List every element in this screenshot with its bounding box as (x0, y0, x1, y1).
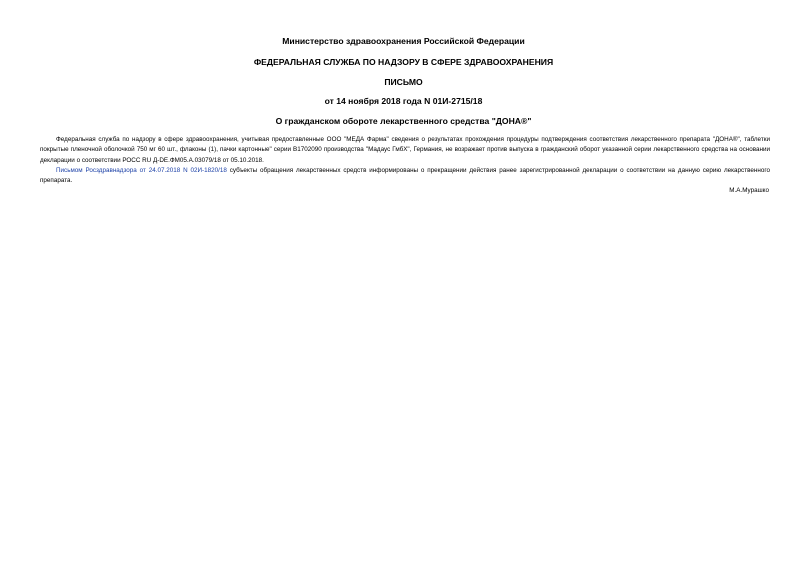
document-type: ПИСЬМО (384, 77, 423, 87)
ministry-title: Министерство здравоохранения Российской Федерации (282, 36, 525, 46)
service-title: ФЕДЕРАЛЬНАЯ СЛУЖБА ПО НАДЗОРУ В СФЕРЕ ЗДРАВООХРАНЕНИЯ (253, 57, 554, 67)
document-subject: О гражданском обороте лекарственного средства "ДОНА®" (275, 116, 532, 126)
signature: М.А.Мурашко (729, 187, 769, 194)
document-date-number: от 14 ноября 2018 года N 01И-2715/18 (324, 96, 483, 106)
paragraph-1: Федеральная служба по надзору в сфере здравоохранения, учитывая предоставленные ООО "МЕДА Фарма" сведения о результатах прохождения процедуры подтверждения соответствия лекарственного препарата "ДОНА®", таблетки покрытые пленочной оболочкой 750 мг 60 шт., флаконы (1), пачки картонные" серии B1702090 производства "Мадаус ГмбХ", Германия, не возражает против выпуска в гражданский оборот указанной серии лекарственного средства на основании декларации о соответствии РОСС RU Д-DE.ФМ05.А.03079/18 от 05.10.2018. (40, 136, 770, 164)
paragraph-2 (40, 166, 770, 187)
referenced-letter-link[interactable]: Письмом Росздравнадзора от 24.07.2018 N 02И-1820/18 (56, 167, 227, 174)
paragraph-2-text: субъекты обращения лекарственных средств информированы о прекращении действия ранее зарегистрированной декларации о соответствии на данную серию лекарственного препарата. (40, 167, 770, 185)
